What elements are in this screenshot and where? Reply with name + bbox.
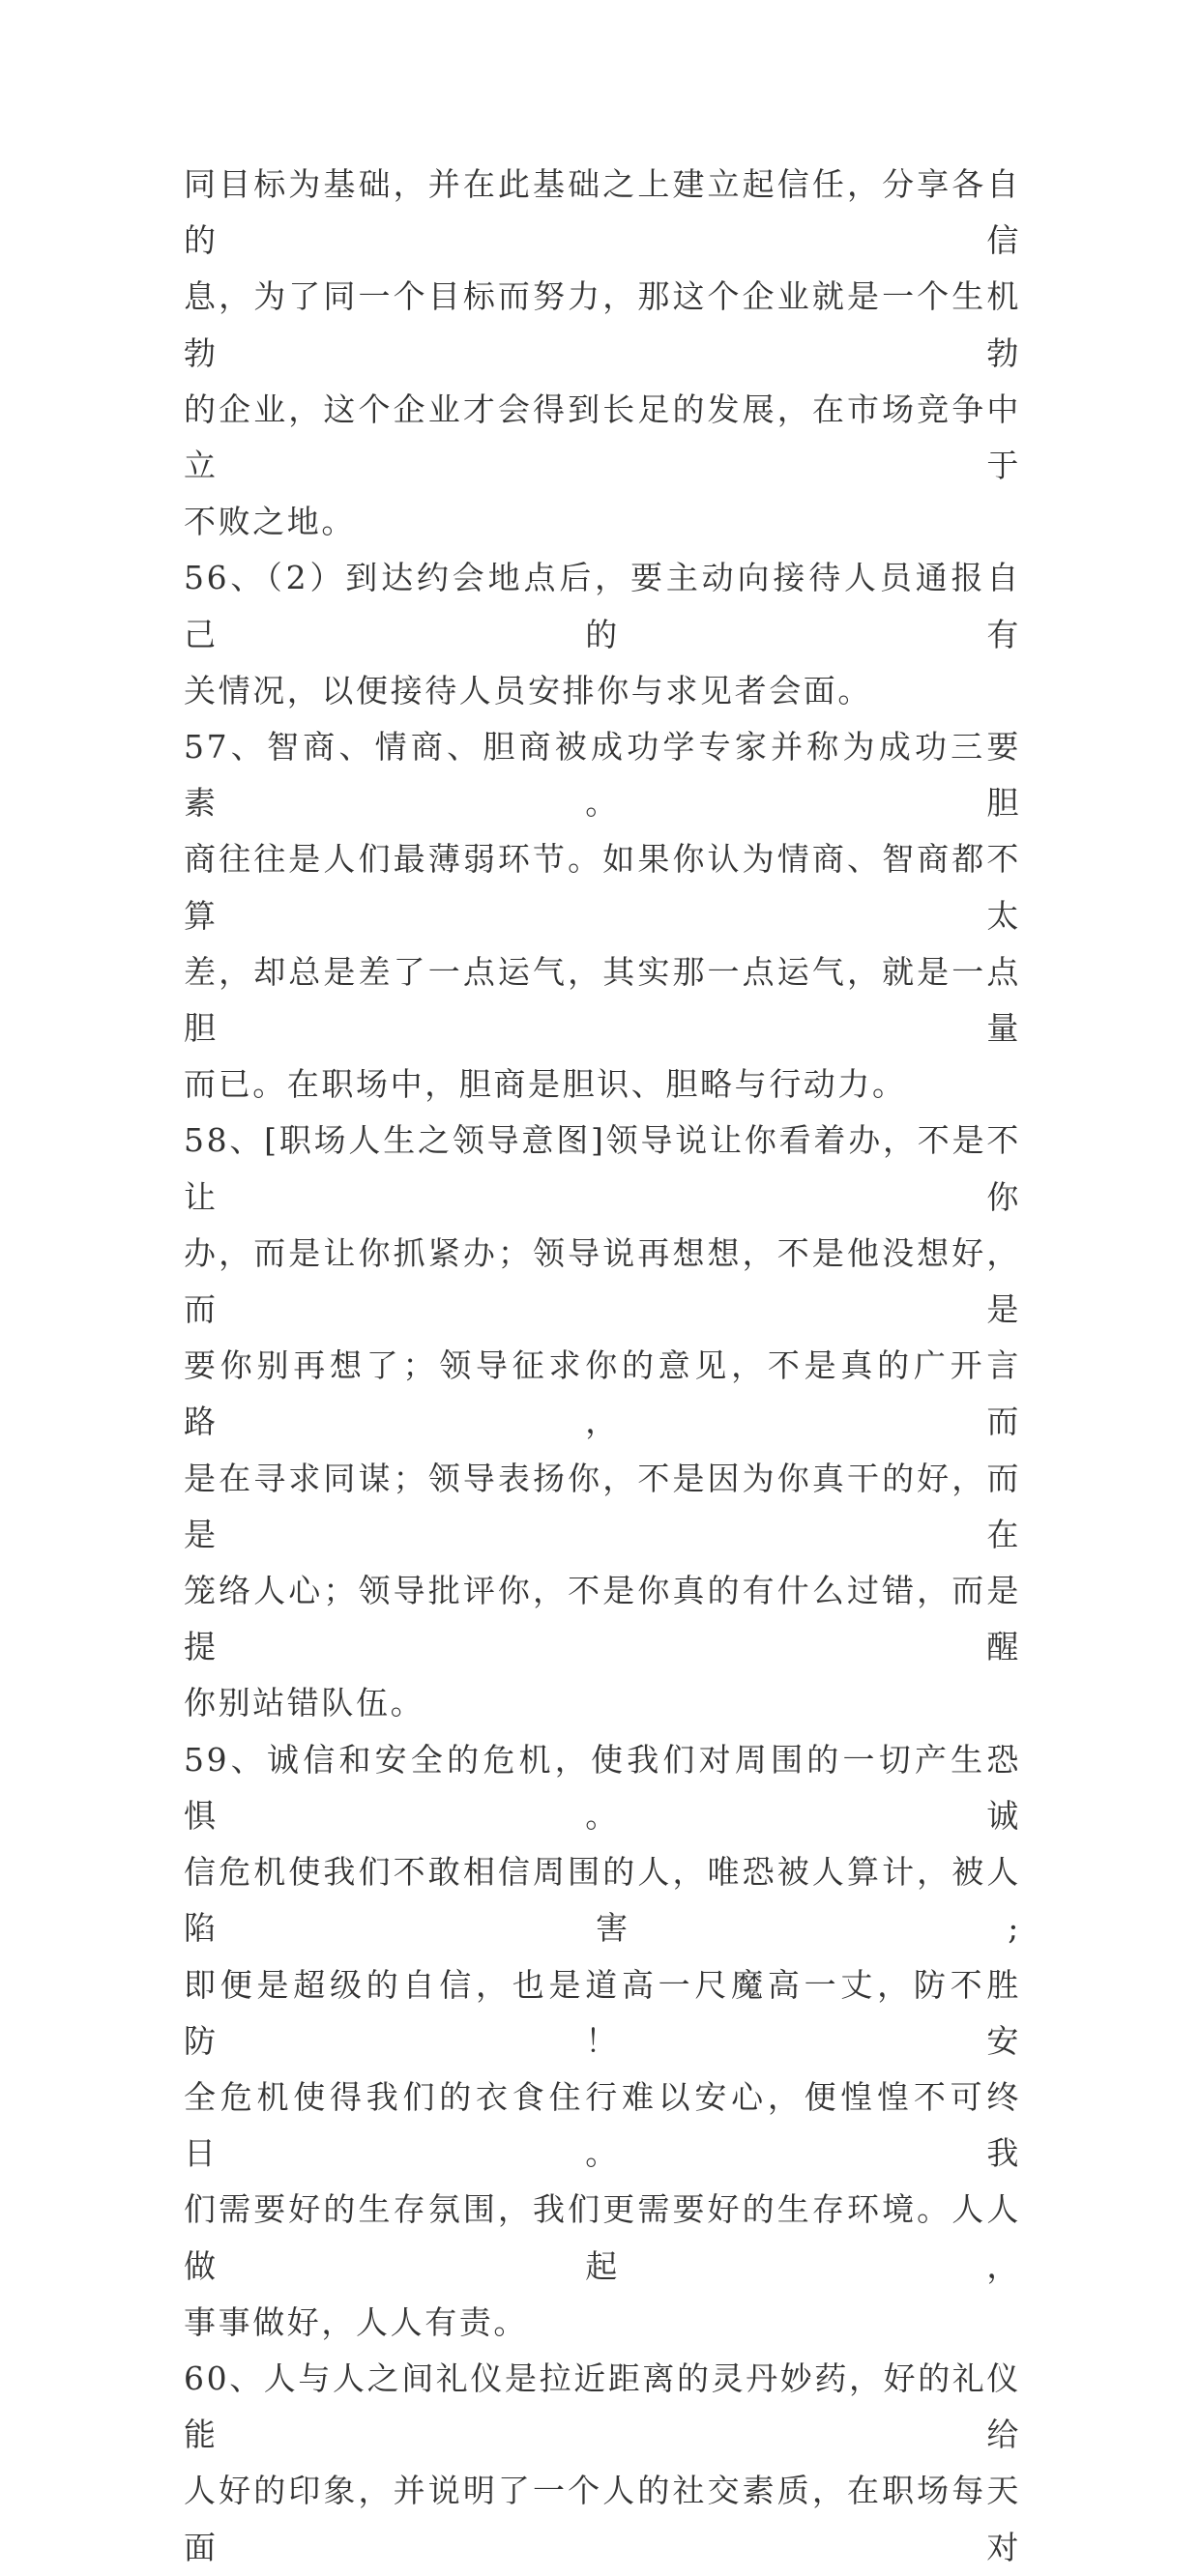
- text-line: 办，而是让你抓紧办；领导说再想想，不是他没想好，而是: [184, 1233, 1021, 1329]
- text-line: 商往往是人们最薄弱环节。如果你认为情商、智商都不算太: [184, 840, 1021, 935]
- text-line: 全危机使得我们的衣食住行难以安心，便惶惶不可终日。我: [184, 2077, 1021, 2173]
- text-line: 信危机使我们不敢相信周围的人，唯恐被人算计，被人陷害;: [184, 1853, 1021, 1948]
- paragraph-58: [184, 1113, 1021, 1731]
- text-line: 而已。在职场中，胆商是胆识、胆略与行动力。: [184, 1065, 907, 1104]
- text-line: 59、诚信和安全的危机，使我们对周围的一切产生恐惧。诚: [184, 1740, 1021, 1835]
- text-line: 56、（2）到达约会地点后，要主动向接待人员通报自己的有: [184, 559, 1021, 653]
- text-line: 差，却总是差了一点运气，其实那一点运气，就是一点胆量: [184, 952, 1021, 1048]
- document-body: [184, 157, 1021, 2576]
- paragraph-60: [184, 2351, 1021, 2576]
- paragraph-59: [184, 1732, 1021, 2351]
- text-line: 要你别再想了；领导征求你的意见，不是真的广开言路，而: [184, 1346, 1021, 1441]
- text-line: 58、[职场人生之领导意图]领导说让你看着办，不是不让你: [184, 1121, 1021, 1216]
- text-line: 即便是超级的自信，也是道高一尺魔高一丈，防不胜防！安: [184, 1965, 1021, 2060]
- text-line: 息，为了同一个目标而努力，那这个企业就是一个生机勃勃: [184, 277, 1021, 372]
- paragraph-continuation: [184, 157, 1021, 550]
- text-line: 57、智商、情商、胆商被成功学专家并称为成功三要素。胆: [184, 728, 1021, 823]
- text-line: 你别站错队伍。: [184, 1684, 425, 1722]
- text-line: 人好的印象，并说明了一个人的社交素质，在职场每天面对: [184, 2472, 1021, 2566]
- text-line: 不败之地。: [184, 503, 356, 541]
- text-line: 们需要好的生存氛围，我们更需要好的生存环境。人人做起，: [184, 2190, 1021, 2285]
- text-line: 60、人与人之间礼仪是拉近距离的灵丹妙药，好的礼仪能给: [184, 2359, 1021, 2454]
- text-line: 的企业，这个企业才会得到长足的发展，在市场竞争中立于: [184, 390, 1021, 485]
- text-line: 关情况，以便接待人员安排你与求见者会面。: [184, 671, 872, 709]
- paragraph-57: [184, 719, 1021, 1113]
- paragraph-56: [184, 550, 1021, 719]
- text-line: 笼络人心；领导批评你，不是你真的有什么过错，而是提醒: [184, 1572, 1021, 1666]
- text-line: 事事做好，人人有责。: [184, 2302, 528, 2341]
- text-line: 是在寻求同谋；领导表扬你，不是因为你真干的好，而是在: [184, 1459, 1021, 1553]
- text-line: 同目标为基础，并在此基础之上建立起信任，分享各自的信: [184, 165, 1021, 260]
